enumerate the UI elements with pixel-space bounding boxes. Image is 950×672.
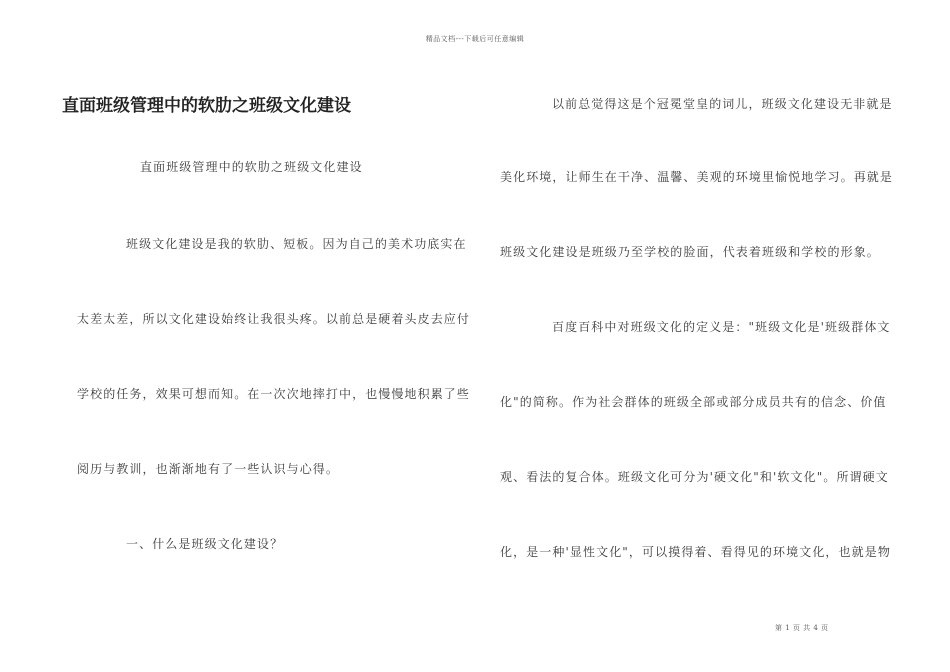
paragraph-line: 太差太差，所以文化建设始终让我很头疼。以前总是硬着头皮去应付 (77, 312, 471, 326)
paragraph-line: 化，是一种'显性文化"，可以摸得着、看得见的环境文化，也就是物 (500, 545, 891, 559)
paragraph-line: 以前总觉得这是个冠冕堂皇的词儿，班级文化建设无非就是 (552, 97, 893, 111)
subtitle-paragraph: 直面班级管理中的软肋之班级文化建设 (140, 160, 363, 174)
page-number: 第 1 页 共 4 页 (775, 624, 829, 632)
section-heading: 一、什么是班级文化建设？ (126, 537, 284, 551)
page-header-watermark: 精品文档---下载后可任意编辑 (425, 35, 525, 43)
paragraph-line: 班级文化建设是我的软肋、短板。因为自己的美术功底实在 (126, 237, 467, 251)
paragraph-line: 学校的任务，效果可想而知。在一次次地摔打中，也慢慢地积累了些 (77, 387, 471, 401)
paragraph-line: 化"的简称。作为社会群体的班级全部或部分成员共有的信念、价值 (500, 395, 887, 409)
document-title: 直面班级管理中的软肋之班级文化建设 (62, 96, 351, 116)
paragraph-line: 班级文化建设是班级乃至学校的脸面，代表着班级和学校的形象。 (500, 245, 880, 259)
paragraph-line: 阅历与教训，也渐渐地有了一些认识与心得。 (77, 462, 340, 476)
paragraph-line: 观、看法的复合体。班级文化可分为'硬文化"和'软文化"。所谓硬文 (500, 470, 889, 484)
paragraph-line: 美化环境，让师生在干净、温馨、美观的环境里愉悦地学习。再就是 (500, 170, 894, 184)
paragraph-line: 百度百科中对班级文化的定义是："班级文化是'班级群体文 (552, 320, 891, 334)
